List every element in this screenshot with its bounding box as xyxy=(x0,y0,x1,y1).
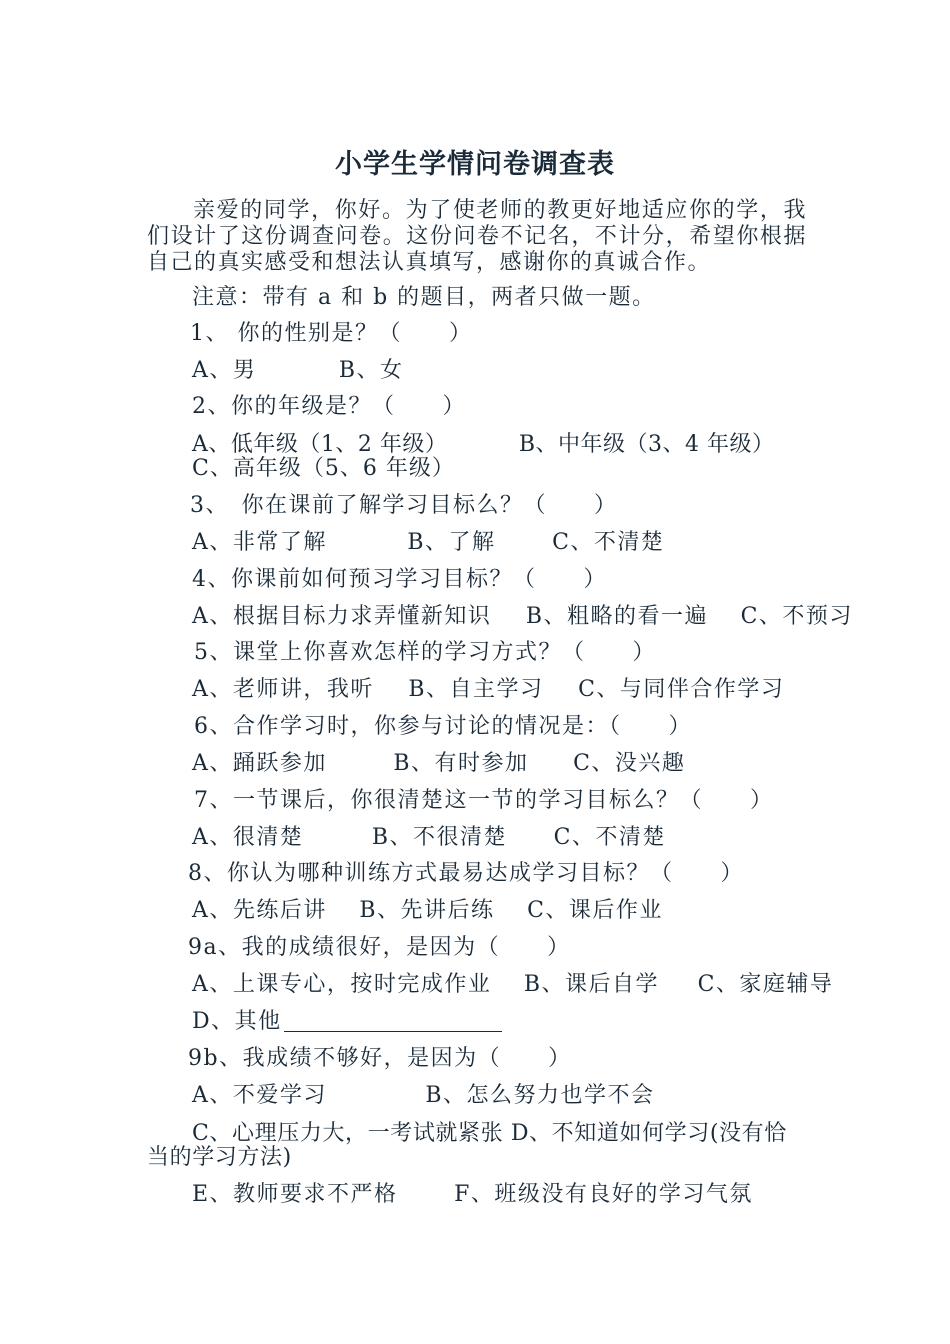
q7-option-c[interactable]: C、不清楚 xyxy=(553,825,666,850)
note-text: 注意：带有 a 和 b 的题目，两者只做一题。 xyxy=(192,285,656,310)
q9b-option-f[interactable]: F、班级没有良好的学习气氛 xyxy=(454,1182,753,1207)
q2-option-b[interactable]: B、中年级（3、4 年级） xyxy=(518,432,775,457)
q5-option-a[interactable]: A、老师讲，我听 xyxy=(192,677,374,702)
q9a-option-a[interactable]: A、上课专心，按时完成作业 xyxy=(192,972,492,997)
q6-option-c[interactable]: C、没兴趣 xyxy=(573,751,686,776)
q8-option-a[interactable]: A、先练后讲 xyxy=(192,898,327,923)
question-9b-options xyxy=(192,1082,655,1110)
q6-option-a[interactable]: A、踊跃参加 xyxy=(192,751,327,776)
q9a-option-d[interactable] xyxy=(192,1008,502,1036)
q8-option-c[interactable]: C、课后作业 xyxy=(527,898,663,923)
q2-option-a[interactable]: A、低年级（1、2 年级） xyxy=(192,432,448,457)
question-1: 1、 你的性别是？（ ） xyxy=(190,321,473,346)
q8-option-b[interactable]: B、先讲后练 xyxy=(359,898,495,923)
q1-option-b[interactable]: B、女 xyxy=(338,358,404,383)
page-title: 小学生学情问卷调查表 xyxy=(335,149,615,180)
q1-option-a[interactable]: A、男 xyxy=(192,358,257,383)
question-7: 7、一节课后，你很清楚这一节的学习目标么？（ ） xyxy=(194,788,774,813)
q9b-option-a[interactable]: A、不爱学习 xyxy=(192,1083,327,1108)
question-9b: 9b、我成绩不够好，是因为（ ） xyxy=(188,1046,572,1071)
q9a-option-d-label: D、其他 xyxy=(192,1009,282,1034)
q3-option-a[interactable]: A、非常了解 xyxy=(192,530,327,555)
question-7-options xyxy=(192,824,666,852)
q7-option-a[interactable]: A、很清楚 xyxy=(192,825,304,850)
q9a-option-b[interactable]: B、课后自学 xyxy=(523,972,660,997)
fill-in-blank[interactable] xyxy=(284,1011,502,1032)
q5-option-c[interactable]: C、与同伴合作学习 xyxy=(578,677,785,702)
question-6: 6、合作学习时，你参与讨论的情况是：（ ） xyxy=(194,714,692,739)
question-8: 8、你认为哪种训练方式最易达成学习目标？（ ） xyxy=(188,861,744,886)
intro-paragraph: 亲爱的同学，你好。为了使老师的教更好地适应你的学，我们设计了这份调查问卷。这份问卷不记名，不计分，希望你根据自己的真实感受和想法认真填写，感谢你的真诚合作。 xyxy=(147,198,807,275)
question-6-options xyxy=(192,750,685,778)
question-9a: 9a、我的成绩很好，是因为（ ） xyxy=(188,935,571,960)
question-5-options xyxy=(192,676,784,704)
question-8-options xyxy=(192,897,663,925)
q4-option-b[interactable]: B、粗略的看一遍 xyxy=(525,604,709,629)
question-4: 4、你课前如何预习学习目标？（ ） xyxy=(192,567,607,592)
question-1-options xyxy=(192,357,404,385)
q9a-option-c[interactable]: C、家庭辅导 xyxy=(697,972,834,997)
question-5: 5、课堂上你喜欢怎样的学习方式？（ ） xyxy=(194,640,656,665)
question-3-options xyxy=(192,529,664,557)
q7-option-b[interactable]: B、不很清楚 xyxy=(371,825,508,850)
question-4-options xyxy=(192,603,853,631)
q4-option-a[interactable]: A、根据目标力求弄懂新知识 xyxy=(192,604,492,629)
q3-option-b[interactable]: B、了解 xyxy=(407,530,496,555)
q9b-option-b[interactable]: B、怎么努力也学不会 xyxy=(425,1083,655,1108)
question-3: 3、 你在课前了解学习目标么？（ ） xyxy=(190,493,618,518)
q3-option-c[interactable]: C、不清楚 xyxy=(552,530,665,555)
q6-option-b[interactable]: B、有时参加 xyxy=(393,751,529,776)
q4-option-c[interactable]: C、不预习 xyxy=(740,604,853,629)
question-2: 2、你的年级是？（ ） xyxy=(192,394,466,419)
q5-option-b[interactable]: B、自主学习 xyxy=(408,677,544,702)
question-9a-options xyxy=(192,971,833,999)
q9b-options-c-d-line-1[interactable]: C、心理压力大，一考试就紧张 D、不知道如何学习(没有恰 xyxy=(192,1121,787,1146)
q9b-option-e[interactable]: E、教师要求不严格 xyxy=(192,1182,398,1207)
q9b-options-c-d-line-2[interactable]: 当的学习方法) xyxy=(147,1145,292,1170)
question-9b-options-ef xyxy=(192,1181,753,1209)
q2-option-c[interactable]: C、高年级（5、6 年级） xyxy=(192,456,455,481)
